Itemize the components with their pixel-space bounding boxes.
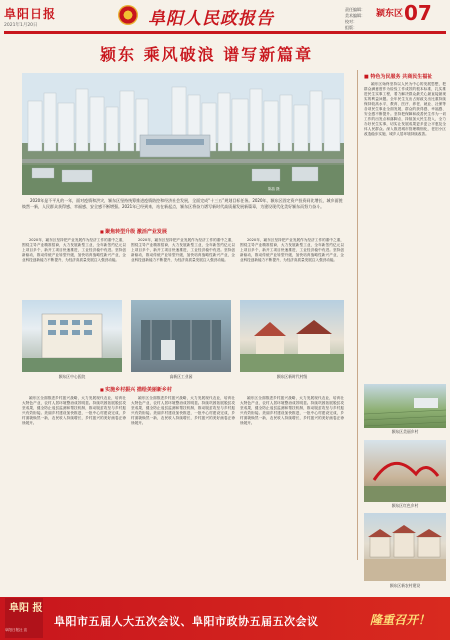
meta-line: 美术编辑： [345,13,365,18]
photo-caption: 颍东区中心医院 [58,374,86,379]
photo-new-countryside [364,513,446,581]
photo-field [364,384,446,428]
photo-caption: 颍东区新农村建设 [389,583,421,588]
photo-village [240,300,344,372]
section-body: 2020年，颍东区坚持把产业发展作为经济工作的重中之重，围绕主导产业精准招商，大力发展新型工业，全年新签约亿元以上项目多个，新开工项目快速推进，工业经济稳中有进。坚持创新驱动，推动传统产业转型升级，加快培育战略性新兴产业，企业科技创新能力不断提升，为经济高质量发展注入强劲动能。 [22,238,126,262]
meta-line: 责任编辑： [345,7,365,12]
meta-line: 组版： [345,25,357,30]
section-body: 颍东区全面推进乡村振兴战略，大力发展现代农业，培育壮大特色产业，农村人居环境整治成效明显。持续巩固拓展脱贫攻坚成果，健全防止返贫监测和帮扶机制，推动脱贫攻坚与乡村振兴有效衔接。美丽乡村建设加快推进，一批中心村建设完成，乡村面貌焕然一新，农民收入持续增长，乡村振兴的美好画卷正徐徐展开。 [240,396,344,425]
footer-headline: 阜阳市五届人大五次会议、阜阳市政协五届五次会议 [54,615,319,628]
footer-slogan: 隆重召开！ [370,613,431,627]
photo-caption: 颍东区新时代村级 [276,374,308,379]
section-heading: ■ 实施乡村振兴 描绘美丽新乡村 [100,386,172,393]
emblem-icon [118,5,138,25]
photo-caption: 颍东区美丽乡村 [391,429,419,434]
column-divider [357,70,358,560]
sidebar-body: 颍东区始终坚持以人民为中心的发展思想，把群众满意度作为检验工作成效的根本标准，扎实推进民生实事工程，着力解决群众最关心最直接最现实的利益问题。全年民生支出占财政支出比重持续保持较高水平，教育、医疗、养老、就业、社保等各项民生事业全面发展，群众的获得感、幸福感、安全感不断提升。坚持把保障和改善民生作为一切工作的出发点和落脚点，持续加大民生投入，全力办好民生实事，切实让发展成果更多更公平惠及全体人民群众。深入推进城市管理精细化，老旧小区改造稳步实施，城乡人居环境持续改善。 [364,82,446,136]
photo-credit: 陈晶 摄 [268,187,280,191]
sidebar-title: ■ 特色为民服务 共商民生福祉 [364,74,433,80]
paper-name-left: 阜阳日报 [4,7,57,21]
section-name: 颍东区 [376,9,404,19]
masthead-rule-thin [4,33,446,34]
section-body: 2020年，颍东区坚持把产业发展作为经济工作的重中之重，围绕主导产业精准招商，大力发展新型工业，全年新签约亿元以上项目多个，新开工项目快速推进，工业经济稳中有进。坚持创新驱动，推动传统产业转型升级，加快培育战略性新兴产业，企业科技创新能力不断提升，为经济高质量发展注入强劲动能。 [131,238,235,262]
section-body: 颍东区全面推进乡村振兴战略，大力发展现代农业，培育壮大特色产业，农村人居环境整治成效明显。持续巩固拓展脱贫攻坚成果，健全防止返贫监测和帮扶机制，推动脱贫攻坚与乡村振兴有效衔接。美丽乡村建设加快推进，一批中心村建设完成，乡村面貌焕然一新，农民收入持续增长，乡村振兴的美好画卷正徐徐展开。 [131,396,235,425]
meta-line: 校对： [345,19,357,24]
hero-caption: 2020年是不平凡的一年，面对疫情和洪灾，颍东区坚持统筹推进疫情防控和经济社会发展，全面完成“十三五”规划目标任务。2020年，颍东区固定资产投资同比增长，城乡面貌焕然一新，人民群众获得感、幸福感、安全感不断增强。2021年已经到来，站在新起点，颍东区将奋力谱写新时代高质量发展新篇章，为建设现代化美好颍东而努力奋斗。 [22,198,343,209]
photo-hospital [22,300,122,372]
page-number: 07 [404,1,432,25]
photo-industrial-park [131,300,231,372]
paper-title: 阜阳人民政报告 [148,9,274,29]
masthead [0,0,450,36]
hero-photo [22,73,344,195]
section-body: 2020年，颍东区坚持把产业发展作为经济工作的重中之重，围绕主导产业精准招商，大力发展新型工业，全年新签约亿元以上项目多个，新开工项目快速推进，工业经济稳中有进。坚持创新驱动，推动传统产业转型升级，加快培育战略性新兴产业，企业科技创新能力不断提升，为经济高质量发展注入强劲动能。 [240,238,344,262]
main-headline: 颍东 乘风破浪 谱写新篇章 [100,45,314,64]
photo-red-village [364,440,446,502]
section-heading: ■ 聚焦转型升级 激活产业发展 [100,228,167,235]
footer-logo-text: 阜阳 报 [9,603,43,614]
photo-caption: 高新区工业园 [169,374,193,379]
issue-date: 2021年1月20日 [4,23,38,28]
photo-caption: 颍东区红色乡村 [391,503,419,508]
footer-note: 阜阳日报社 宣 [5,628,28,632]
section-body: 颍东区全面推进乡村振兴战略，大力发展现代农业，培育壮大特色产业，农村人居环境整治成效明显。持续巩固拓展脱贫攻坚成果，健全防止返贫监测和帮扶机制，推动脱贫攻坚与乡村振兴有效衔接。美丽乡村建设加快推进，一批中心村建设完成，乡村面貌焕然一新，农民收入持续增长，乡村振兴的美好画卷正徐徐展开。 [22,396,126,425]
